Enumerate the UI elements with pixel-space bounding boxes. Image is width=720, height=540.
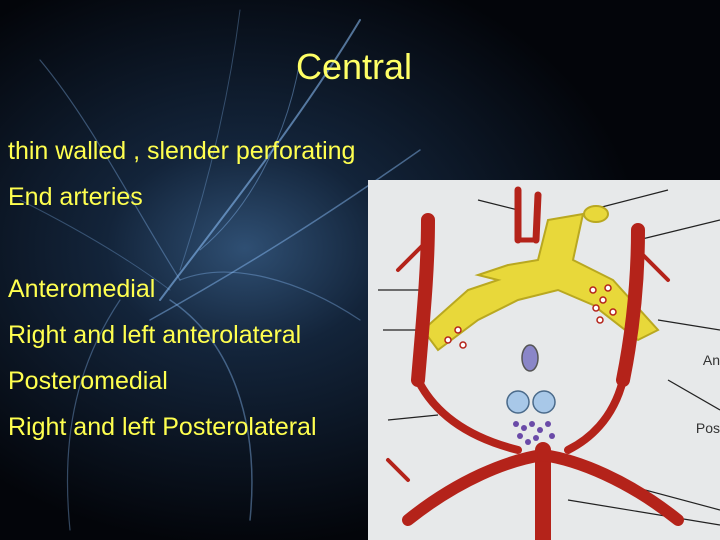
text-line-end-arteries: End arteries (8, 183, 143, 211)
text-line-anterolateral: Right and left anterolateral (8, 321, 302, 349)
slide-title: Central (296, 46, 413, 87)
text-line-perforating: thin walled , slender perforating (8, 137, 356, 165)
text-line-anteromedial: Anteromedial (8, 275, 156, 303)
artery-diagram-image (368, 180, 720, 540)
text-line-posterolateral: Right and left Posterolateral (8, 413, 317, 441)
figure-label-pos: Pos (695, 420, 720, 436)
figure-label-an: An (702, 352, 720, 368)
text-line-posteromedial: Posteromedial (8, 367, 168, 395)
